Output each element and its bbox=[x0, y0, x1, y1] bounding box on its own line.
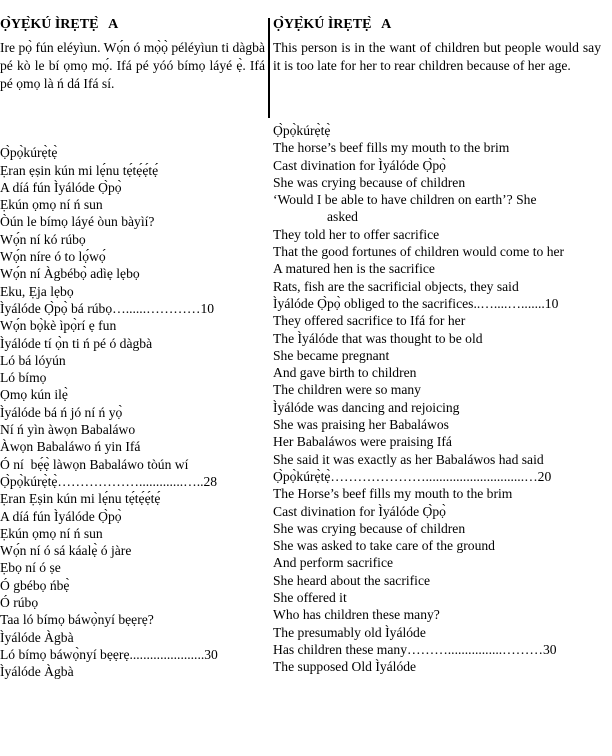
english-title: Ọ̀YẸ̀KÚ ÌRẸTẸ̀ A bbox=[273, 17, 392, 32]
yoruba-verse-line: Ọmọ kún ilẹ̀ bbox=[0, 387, 68, 403]
yoruba-verses bbox=[0, 127, 265, 681]
yoruba-verse-line: Òún le bímọ láyé òun bàyìí? bbox=[0, 214, 155, 230]
english-intro: This person is in the want of children but people would say it is too late for her to rear children because of her age. bbox=[273, 40, 601, 73]
yoruba-verse-line: Ó gbébọ ńbẹ̀ bbox=[0, 577, 70, 593]
yoruba-verse-line: Wọ́n ní ó sá káalẹ̀ ó jàre bbox=[0, 543, 132, 559]
yoruba-verse-line: Ọ̀pọ̀kúrẹ̀tẹ̀……………….............…..28 bbox=[0, 473, 218, 489]
english-verse-line: She was crying because of children bbox=[273, 520, 466, 536]
english-verse-line: The Horse’s beef fills my mouth to the brim bbox=[273, 486, 513, 502]
yoruba-verse-line: Wọ́n bọ̀kè ìpọ̀rí ẹ fun bbox=[0, 318, 117, 334]
english-verse-line: A matured hen is the sacrifice bbox=[273, 261, 435, 277]
yoruba-verse-line: Eku, Ẹja lẹbọ bbox=[0, 283, 74, 299]
yoruba-title: Ọ̀YẸ̀KÚ ÌRẸTẸ̀ A bbox=[0, 17, 119, 32]
yoruba-verse-line: Wọ́n ní Àgbébọ̀ adìẹ lẹbọ bbox=[0, 266, 140, 282]
english-verse-line: Rats, fish are the sacrificial objects, they said bbox=[273, 278, 519, 294]
yoruba-verse-line: Wọ́n ní kó rúbọ bbox=[0, 231, 86, 247]
english-verse-line: Cast divination for Ìyálóde Ọ̀pọ̀ bbox=[273, 503, 446, 519]
english-verse-line: Ọ̀pọ̀kúrẹ̀tẹ̀ bbox=[273, 123, 331, 138]
yoruba-verse-line: Ẹkún ọmọ ní ń sun bbox=[0, 525, 103, 541]
yoruba-verse-line: Taa ló bímọ báwọ̀nyí bẹẹrẹ? bbox=[0, 612, 154, 628]
yoruba-verse-line: Ìyálóde Ọ̀pọ̀ bá rúbọ…......…………10 bbox=[0, 300, 215, 316]
yoruba-intro: Ire pọ̀ fún eléyìun. Wọ́n ó mọ̀ọ̀ péléyìun ti dàgbà pé kò le bí ọmọ mọ́. Ifá pé yóó bímọ láyé ẹ̀. Ifá pé ọmọ là ń dá Ifá sí. bbox=[0, 40, 265, 91]
english-verse-line: Her Babaláwos were praising Ifá bbox=[273, 434, 452, 450]
yoruba-verse-line: Ló bímọ bbox=[0, 370, 47, 386]
english-verse-line: The horse’s beef fills my mouth to the brim bbox=[273, 140, 510, 156]
yoruba-verse-line: A díá fún Ìyálóde Ọ̀pọ̀ bbox=[0, 508, 122, 524]
english-verse-line: ‘Would I be able to have children on earth’? She bbox=[273, 192, 537, 208]
yoruba-verse-line bbox=[0, 127, 265, 144]
english-verse-line: The Ìyálóde that was thought to be old bbox=[273, 330, 483, 346]
yoruba-verse-line: Àwọn Babaláwo ń yin Ifá bbox=[0, 439, 141, 455]
english-verse-line: Ìyálóde was dancing and rejoicing bbox=[273, 399, 460, 415]
english-verse-line: She said it was exactly as her Babaláwos had said bbox=[273, 451, 544, 467]
yoruba-verse-line: Ẹran ẹṣin kún mi lẹ́nu tẹ́tẹ́ẹ́tẹ́ bbox=[0, 162, 159, 178]
yoruba-verse-line: Wọ́n níre ó to lọ́wọ́ bbox=[0, 249, 106, 265]
yoruba-verse-line: Ẹkún ọmọ ní ń sun bbox=[0, 197, 103, 213]
english-verse-line: They told her to offer sacrifice bbox=[273, 226, 440, 242]
yoruba-verse-line: Ọ̀pọ̀kúrẹ̀tẹ̀ bbox=[0, 145, 58, 161]
english-verse-line: Ìyálóde Ọ̀pọ̀ obliged to the sacrifices..…....….......10 bbox=[273, 295, 559, 311]
english-verse-line: Cast divination for Ìyálóde Ọ̀pọ̀ bbox=[273, 157, 446, 173]
english-verse-line: She was crying because of children bbox=[273, 174, 466, 190]
column-divider bbox=[268, 18, 270, 118]
yoruba-verse-line: Ìyálóde bá ń jó ní ń yọ̀ bbox=[0, 404, 123, 420]
english-verse-line: She was praising her Babaláwos bbox=[273, 417, 449, 433]
yoruba-verse-line: Ẹran Ẹṣin kún mi lẹ́nu tẹ́tẹ́ẹ́tẹ́ bbox=[0, 491, 161, 507]
yoruba-verse-line: A díá fún Ìyálóde Ọ̀pọ̀ bbox=[0, 179, 122, 195]
english-verse-line: The presumably old Ìyálóde bbox=[273, 624, 426, 640]
yoruba-verse-line: Ẹbọ ní ó ṣe bbox=[0, 560, 61, 576]
english-verse-line: The supposed Old Ìyálóde bbox=[273, 659, 417, 675]
yoruba-verse-line: Ó ní bẹ́ẹ̀ làwọn Babaláwo tòún wí bbox=[0, 456, 189, 472]
english-verse-line: She was asked to take care of the ground bbox=[273, 538, 495, 554]
english-verse-line: And gave birth to children bbox=[273, 365, 417, 381]
yoruba-verse-line: Ló bímọ báwọ̀nyí bẹẹrẹ......................30 bbox=[0, 646, 218, 662]
english-verse-line: And perform sacrifice bbox=[273, 555, 394, 571]
yoruba-verse-line: Ìyálóde Àgbà bbox=[0, 664, 74, 680]
english-verse-line: Ọ̀pọ̀kúrẹ̀tẹ̀………………….............................…20 bbox=[273, 468, 552, 484]
english-verse-line: They offered sacrifice to Ifá for her bbox=[273, 313, 466, 329]
english-verse-line: asked bbox=[327, 209, 358, 225]
yoruba-verse-line: Ó rúbọ bbox=[0, 595, 39, 611]
english-verse-line: Who has children these many? bbox=[273, 607, 440, 623]
english-verse-line: That the good fortunes of children would come to her bbox=[273, 244, 565, 260]
english-verse-line: She offered it bbox=[273, 590, 347, 606]
yoruba-verse-line: Ní ń yìn àwọn Babaláwo bbox=[0, 422, 136, 438]
english-verses bbox=[273, 122, 608, 676]
english-verse-line: She became pregnant bbox=[273, 347, 390, 363]
english-verse-line: She heard about the sacrifice bbox=[273, 572, 431, 588]
english-verse-line: Has children these many………................………30 bbox=[273, 641, 557, 657]
yoruba-verse-line: Ìyálóde tí ọ̀n ti ń pé ó dàgbà bbox=[0, 335, 153, 351]
yoruba-verse-line: Ìyálóde Àgbà bbox=[0, 629, 74, 645]
english-verse-line: The children were so many bbox=[273, 382, 421, 398]
yoruba-verse-line: Ló bá lóyún bbox=[0, 352, 66, 368]
